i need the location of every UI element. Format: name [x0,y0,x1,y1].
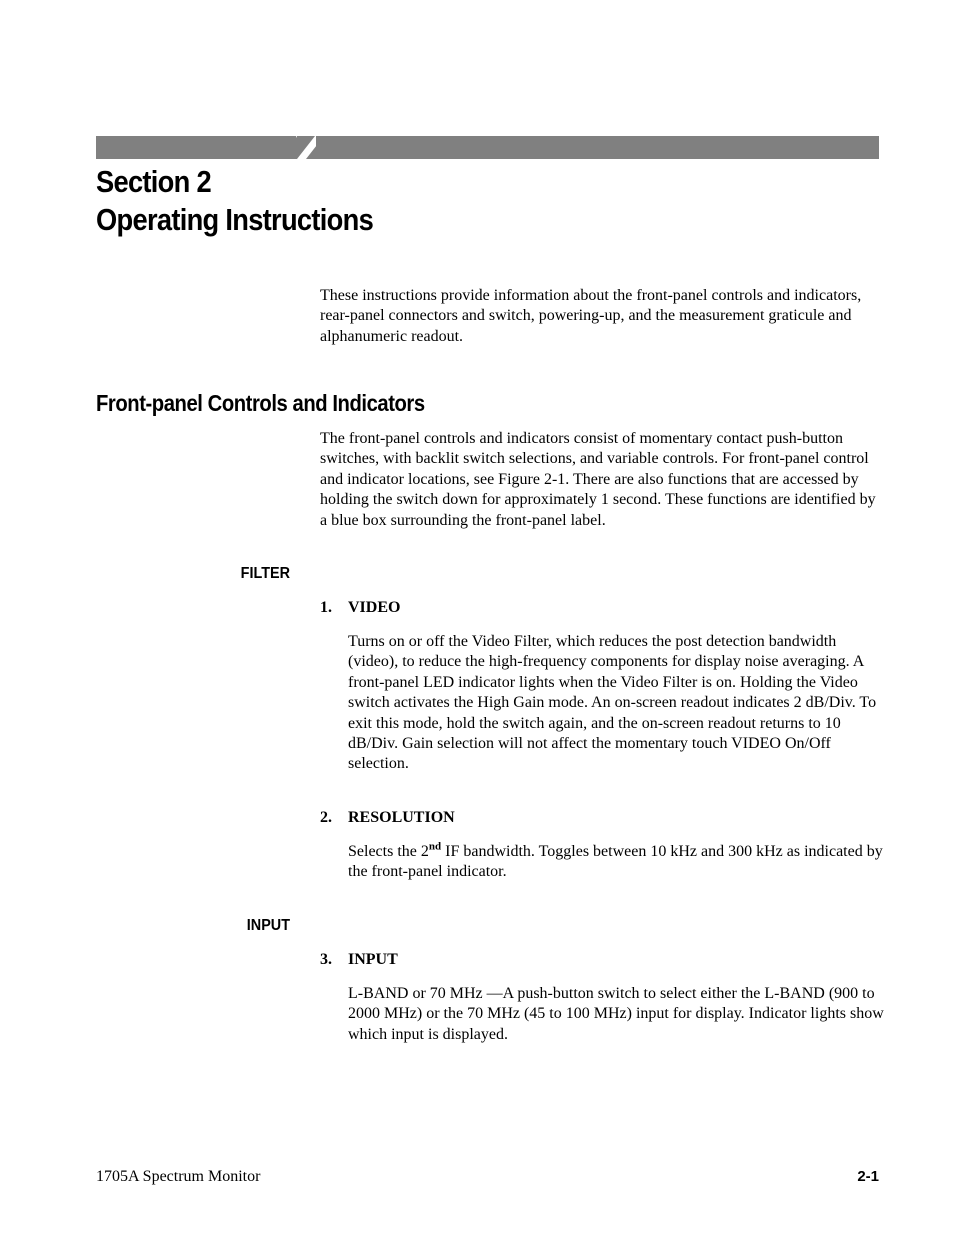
item-number-video: 1. [320,599,332,616]
resolution-text-before: Selects the 2 [348,843,429,860]
item-title-resolution: RESOLUTION [348,809,455,826]
front-panel-paragraph: The front-panel controls and indicators consist of momentary contact push-button switches, with backlit switch selections, and variable controls. For front-panel control and indicator locations, see Figure 2-1. There are also functions that are accessed by holding the switch down for approximately 1 second. These functions are identified by a blue box surrounding the front-panel label. [320,430,876,529]
item-title-video: VIDEO [348,599,401,616]
intro-paragraph: These instructions provide information about the front-panel controls and indicators, rear-panel connectors and switch, powering-up, and the measurement graticule and alphanumeric readout. [320,287,862,345]
header-bar-left [96,136,296,159]
item-title-input: INPUT [348,951,398,968]
header-bar-right [316,136,879,159]
section-title: Operating Instructions [96,202,374,237]
item-number-resolution: 2. [320,809,332,826]
resolution-description [348,842,884,883]
resolution-superscript: nd [428,840,442,853]
front-panel-heading: Front-panel Controls and Indicators [96,390,425,416]
video-description: Turns on or off the Video Filter, which reduces the post detection bandwidth (video), to reduce the high-frequency components for display noise averaging. A front-panel LED indicator lights when the Video Filter is on. Holding the Video switch activates the High Gain mode. An on-screen readout indicates 2 dB/Div. To exit this mode, hold the switch again, and the on-screen readout returns to 10 dB/Div. Gain selection will not affect the momentary touch VIDEO On/Off selection. [348,633,877,773]
input-side-label: INPUT [246,917,290,934]
filter-side-label: FILTER [240,565,290,582]
footer-product-name: 1705A Spectrum Monitor [96,1168,261,1185]
resolution-text-after: IF bandwidth. Toggles between 10 kHz and 300 kHz as indicated by the front-panel indicator. [348,843,883,881]
footer-page-number: 2-1 [857,1168,879,1185]
section-number: Section 2 [96,164,211,199]
item-number-input: 3. [320,951,332,968]
input-description: L-BAND or 70 MHz —A push-button switch to select either the L-BAND (900 to 2000 MHz) or the 70 MHz (45 to 100 MHz) input for display. Indicator lights show which input is displayed. [348,985,884,1043]
page-title [96,163,373,239]
